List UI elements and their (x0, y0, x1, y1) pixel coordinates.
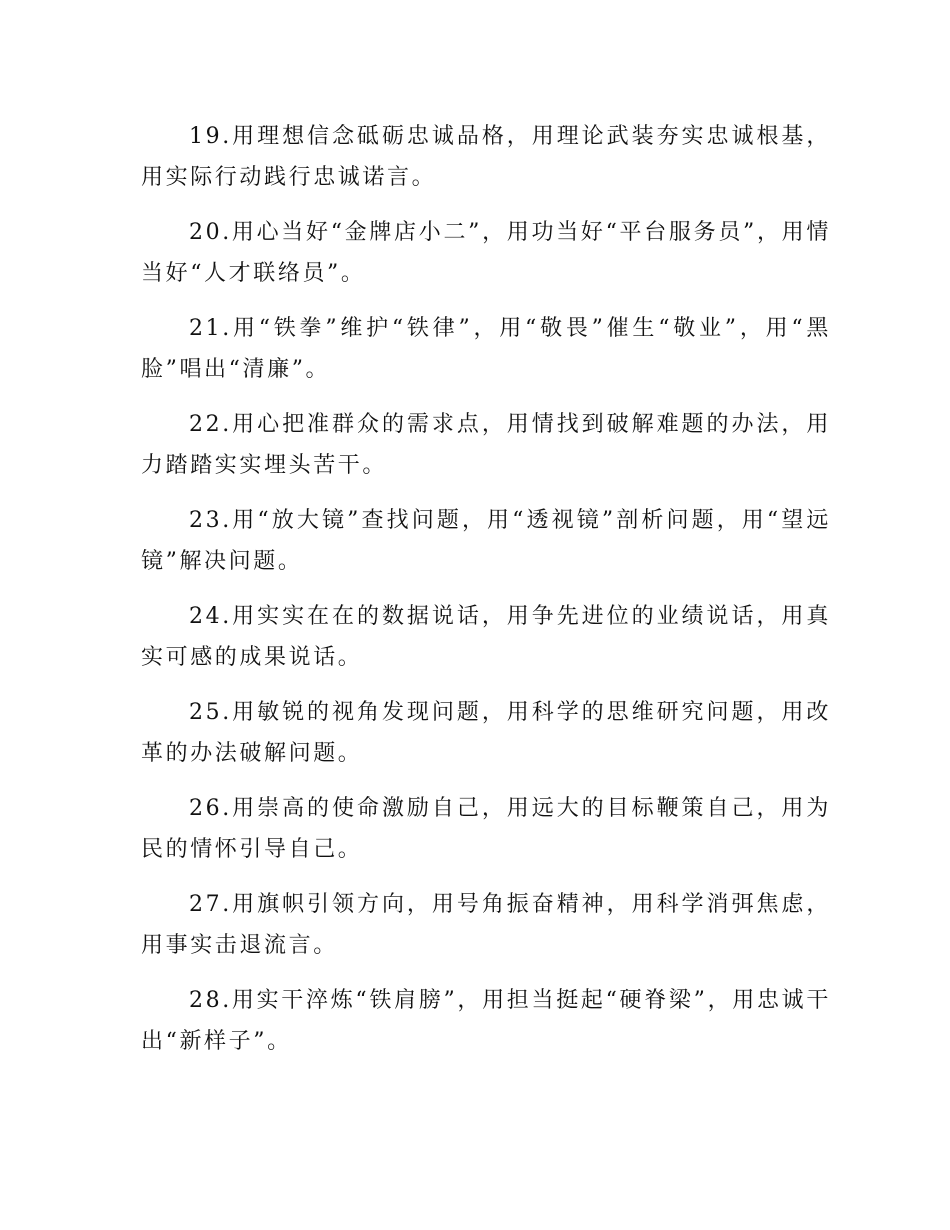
paragraph-26: 26.用崇高的使命激励自己，用远大的目标鞭策自己，用为民的情怀引导自己。 (141, 796, 831, 862)
paragraph-24: 24.用实实在在的数据说话，用争先进位的业绩说话，用真实可感的成果说话。 (141, 604, 831, 670)
paragraph-22: 22.用心把准群众的需求点，用情找到破解难题的办法，用力踏踏实实埋头苦干。 (141, 412, 831, 478)
paragraph-28: 28.用实干淬炼“铁肩膀”，用担当挺起“硬脊梁”，用忠诚干出“新样子”。 (141, 988, 831, 1054)
paragraph-23: 23.用“放大镜”查找问题，用“透视镜”剖析问题，用“望远镜”解决问题。 (141, 508, 831, 574)
document-body (141, 116, 831, 1076)
paragraph-20: 20.用心当好“金牌店小二”，用功当好“平台服务员”，用情当好“人才联络员”。 (141, 220, 831, 286)
paragraph-27: 27.用旗帜引领方向，用号角振奋精神，用科学消弭焦虑，用事实击退流言。 (141, 892, 831, 958)
paragraph-19: 19.用理想信念砥砺忠诚品格，用理论武装夯实忠诚根基，用实际行动践行忠诚诺言。 (141, 124, 831, 190)
paragraph-25: 25.用敏锐的视角发现问题，用科学的思维研究问题，用改革的办法破解问题。 (141, 700, 831, 766)
paragraph-21: 21.用“铁拳”维护“铁律”，用“敬畏”催生“敬业”，用“黑脸”唱出“清廉”。 (141, 316, 831, 382)
